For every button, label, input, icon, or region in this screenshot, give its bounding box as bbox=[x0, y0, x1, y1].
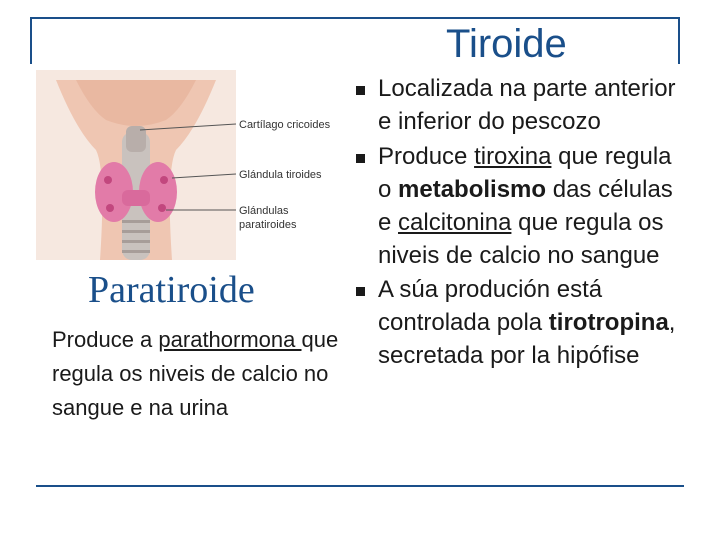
label-glands: Glándulas bbox=[239, 205, 289, 217]
parathyroid-2 bbox=[160, 176, 168, 184]
label-cricoid: Cartílago cricoides bbox=[239, 119, 331, 131]
bullet-square-icon bbox=[356, 154, 365, 163]
frame-left-border bbox=[30, 17, 32, 64]
para-text-before: Produce a bbox=[52, 327, 159, 352]
bullet-hormones-text-3: das células e bbox=[378, 176, 673, 236]
slide-title: Tiroide bbox=[446, 22, 567, 66]
paratiroide-heading: Paratiroide bbox=[88, 269, 255, 311]
frame-right-border bbox=[678, 17, 680, 64]
bullet-control bbox=[356, 273, 686, 372]
thyroid-isthmus bbox=[122, 190, 150, 206]
bullet-location-text: Localizada na parte anterior e inferior do pescozo bbox=[378, 75, 676, 135]
bullet-hormones-text-1: Produce bbox=[378, 143, 475, 170]
term-metabolismo: metabolismo bbox=[398, 176, 547, 203]
parathyroid-1 bbox=[104, 176, 112, 184]
frame-bottom-border bbox=[36, 485, 684, 487]
paratiroide-description bbox=[52, 323, 342, 425]
bullet-hormones bbox=[356, 140, 686, 272]
para-text-after: que regula os niveis de calcio no sangue e na urina bbox=[52, 327, 339, 420]
thyroid-bullet-list bbox=[356, 72, 686, 372]
thyroid-illustration bbox=[36, 70, 356, 260]
label-thyroid-gland: Glándula tiroides bbox=[239, 169, 322, 181]
term-tiroxina: tiroxina bbox=[474, 143, 552, 170]
parathyroid-4 bbox=[158, 204, 166, 212]
frame-top-border bbox=[30, 17, 680, 19]
parathyroid-3 bbox=[106, 204, 114, 212]
bullet-hormones-text-2: que regula o bbox=[378, 143, 672, 203]
bullet-control-text-2: , secretada por la hipófise bbox=[378, 309, 676, 369]
bullet-hormones-text-4: que regula os niveis de calcio no sangue bbox=[378, 209, 664, 269]
bullet-square-icon bbox=[356, 287, 365, 296]
bullet-location bbox=[356, 72, 686, 138]
term-tirotropina: tirotropina bbox=[548, 309, 669, 336]
bullet-square-icon bbox=[356, 86, 365, 95]
label-parathyroid: paratiroides bbox=[239, 219, 297, 231]
bullet-control-text-1: A súa produción está controlada pola bbox=[378, 276, 603, 336]
term-calcitonina: calcitonina bbox=[398, 209, 512, 236]
hormone-parathormona: parathormona bbox=[158, 327, 302, 352]
